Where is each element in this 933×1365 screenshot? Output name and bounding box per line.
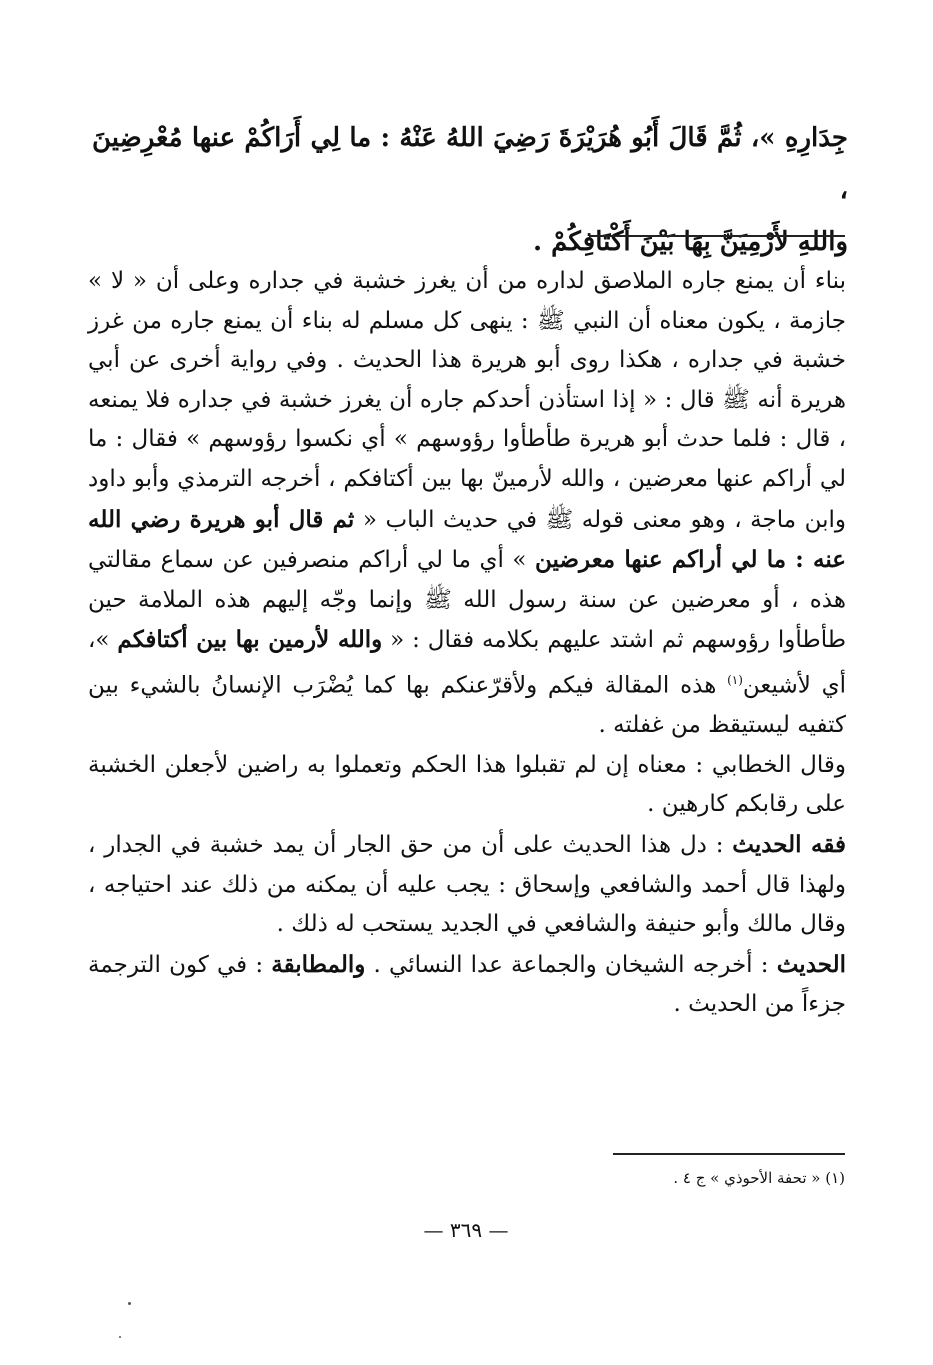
commentary xyxy=(88,262,846,1025)
footnote-marker: (١) xyxy=(727,672,743,687)
commentary-paragraph-1 xyxy=(88,262,846,746)
section-divider xyxy=(589,235,845,237)
mutabaqa-heading: والمطابقة xyxy=(271,950,366,978)
commentary-paragraph-2: وقال الخطابي : معناه إن لم تقبلوا هذا الحكم وتعملوا به راضين لأجعلن الخشبة على رقابكم كارهين . xyxy=(88,751,846,818)
hadith-line-1: جِدَارِهِ »، ثُمَّ قَالَ أَبُو هُرَيْرَةَ رَضِيَ اللهُ عَنْهُ : ما لِي أَرَاكُمْ عنها مُعْرِضِينَ ، xyxy=(92,123,848,205)
fiqh-heading: فقه الحديث xyxy=(732,830,846,858)
footnote-divider xyxy=(613,1153,845,1155)
mutabaqa-text: : في كون الترجمة جزءاً من الحديث . xyxy=(88,951,846,1018)
footnote: (١) « تحفة الأحوذي » ج ٤ . xyxy=(673,1169,845,1187)
commentary-text: » أي ما لي أراكم منصرفين عن سماع مقالتي هذه ، أو معرضين عن سنة رسول الله ﷺ وإنما وجّه إليهم هذه الملامة حين طأطأوا رؤوسهم ثم اشتد عليهم بكلامه فقال : « xyxy=(88,547,847,654)
fiqh-paragraph xyxy=(88,825,846,945)
takhrij-heading: الحديث xyxy=(776,950,847,978)
commentary-text: بناء أن يمنع جاره الملاصق لداره من أن يغرز خشبة في جداره وعلى أن « لا » جازمة ، يكون معناه أن النبي ﷺ : ينهى كل مسلم له بناء أن يمنع جاره من غرز خشبة في جداره ، هكذا روى أبو هريرة هذا الحديث . وفي رواية أخرى عن أبي هريرة أنه ﷺ قال : « إذا استأذن أحدكم جاره أن يغرز خشبة في جداره فلا يمنعه ، قال : فلما حدث أبو هريرة طأطأوا رؤوسهم » أي نكسوا رؤوسهم » فقال : ما لي أراكم عنها معرضين ، والله لأرمينّ بها بين أكتافكم ، أخرجه الترمذي وأبو داود وابن ماجة ، وهو معنى قوله ﷺ في حديث الباب « xyxy=(88,268,846,533)
scan-speck xyxy=(119,1336,121,1338)
page-number: — ٣٦٩ — xyxy=(423,1218,509,1242)
takhrij-paragraph xyxy=(88,945,846,1025)
commentary-text: هذه المقالة فيكم ولأقرّعنكم بها كما يُضْرَب الإنسانُ بالشيء بين كتفيه ليستيقظ من غفلته . xyxy=(88,672,846,739)
commentary-text: »، أي لأشيعن xyxy=(88,627,847,699)
takhrij-text: : أخرجه الشيخان والجماعة عدا النسائي . xyxy=(373,951,769,978)
quoted-hadith-bold: ثم قال أبو هريرة رضي الله عنه : ما لي أراكم عنها معرضين xyxy=(88,505,846,574)
fiqh-text: : دل هذا الحديث على أن من حق الجار أن يمد خشبة في الجدار ، ولهذا قال أحمد والشافعي وإسحاق : يجب عليه أن يمكنه من ذلك عند احتياجه ، وقال مالك وأبو حنيفة والشافعي في الجديد يستحب له ذلك . xyxy=(88,831,846,938)
quoted-hadith-bold: والله لأرمين بها بين أكتافكم xyxy=(117,626,383,654)
hadith-line-2: واللهِ لأَرْمِيَنَّ بِهَا بَيْنَ أَكْتَافِكُمْ . xyxy=(533,227,848,257)
hadith-text xyxy=(92,112,848,268)
scan-speck xyxy=(128,1302,131,1305)
